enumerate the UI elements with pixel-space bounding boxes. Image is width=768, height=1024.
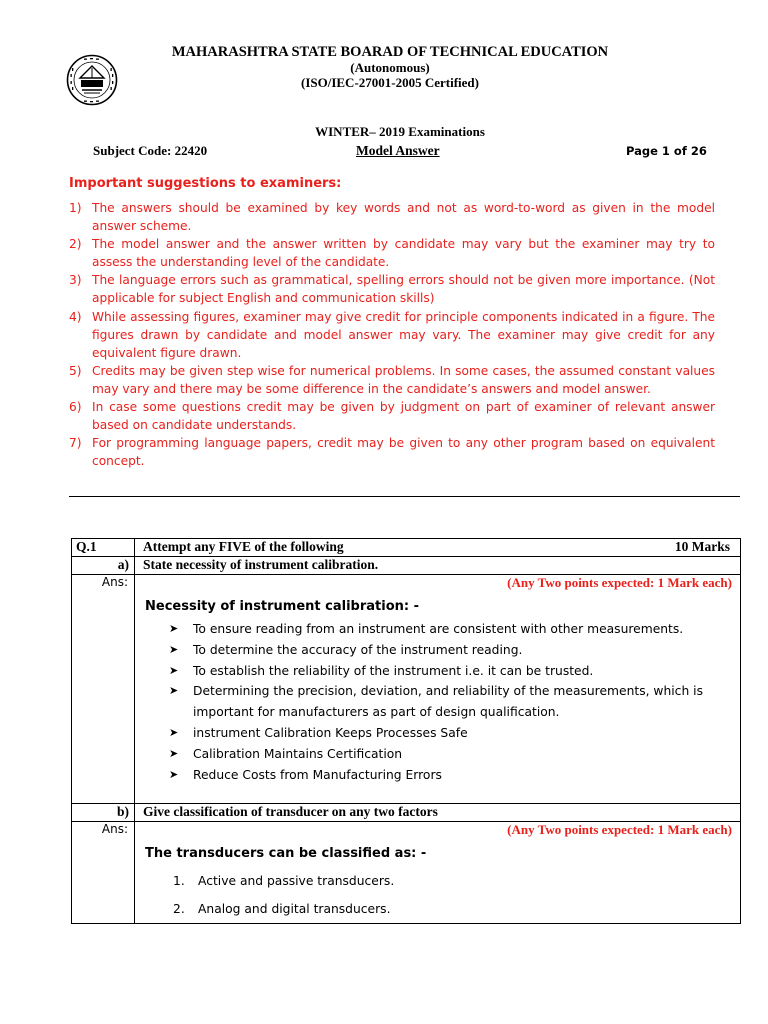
list-item xyxy=(169,619,740,640)
autonomous-label: (Autonomous) xyxy=(350,60,430,75)
question-marks: 10 Marks xyxy=(674,539,730,554)
list-item xyxy=(173,867,740,895)
part-question: State necessity of instrument calibration. xyxy=(135,557,741,575)
suggestions-list xyxy=(69,199,715,470)
question-number: Q.1 xyxy=(72,539,135,557)
answer-heading: Necessity of instrument calibration: - xyxy=(145,599,420,614)
table-row xyxy=(72,557,741,575)
section-divider xyxy=(69,496,740,497)
list-item xyxy=(169,744,740,765)
list-item xyxy=(169,765,740,786)
suggestion-text: While assessing figures, examiner may give credit for principle components indicated in a figure. The figures drawn by candidate and model answer may vary. The examiner may give credit for any equivalent figure drawn. xyxy=(92,309,715,360)
board-name: MAHARASHTRA STATE BOARAD OF TECHNICAL EDUCATION xyxy=(171,44,609,60)
list-item xyxy=(169,723,740,744)
arrowhead-bullet-icon: ➤ xyxy=(169,725,179,739)
table-row xyxy=(72,804,741,822)
part-label: a) xyxy=(72,557,135,575)
question-text: Attempt any FIVE of the following xyxy=(143,539,344,554)
suggestion-number: 1) xyxy=(69,201,82,215)
ans-label: Ans: xyxy=(72,575,135,804)
exam-title: WINTER– 2019 Examinations xyxy=(315,124,485,139)
arrowhead-bullet-icon: ➤ xyxy=(169,642,179,656)
suggestion-number: 4) xyxy=(69,309,82,324)
suggestion-text: Credits may be given step wise for numerical problems. In some cases, the assumed constant values may vary and there may be some difference in the candidate’s answers and model answer. xyxy=(92,363,715,396)
point-text: instrument Calibration Keeps Processes Safe xyxy=(193,725,468,740)
suggestion-text: In case some questions credit may be given by judgment on part of examiner of relevant answer based on candidate understands. xyxy=(92,400,715,433)
answer-heading: The transducers can be classified as: - xyxy=(145,846,427,861)
page-number: Page 1 of 26 xyxy=(626,144,707,158)
suggestion-item xyxy=(69,398,715,434)
part-label: b) xyxy=(72,804,135,822)
suggestion-item xyxy=(69,235,715,271)
point-text: Reduce Costs from Manufacturing Errors xyxy=(193,767,442,782)
ans-label: Ans: xyxy=(72,822,135,924)
suggestion-number: 7) xyxy=(69,436,82,451)
transducer-types xyxy=(135,867,740,923)
answer-points xyxy=(135,619,740,785)
model-answer-heading: Model Answer xyxy=(356,143,440,158)
suggestion-number: 2) xyxy=(69,237,82,252)
list-item xyxy=(169,681,740,723)
suggestion-number: 3) xyxy=(69,273,82,288)
suggestion-item xyxy=(69,434,715,470)
item-number: 1. xyxy=(173,874,185,888)
point-text: Calibration Maintains Certification xyxy=(193,746,403,761)
table-row xyxy=(72,539,741,557)
point-text: To determine the accuracy of the instrument reading. xyxy=(193,642,523,657)
suggestions-title: Important suggestions to examiners: xyxy=(69,176,342,191)
suggestion-item xyxy=(69,271,715,307)
item-text: Analog and digital transducers. xyxy=(198,902,391,916)
point-text: To ensure reading from an instrument are consistent with other measurements. xyxy=(193,622,684,636)
subject-code: Subject Code: 22420 xyxy=(93,143,208,158)
part-question: Give classification of transducer on any two factors xyxy=(135,804,741,822)
suggestion-item xyxy=(69,199,715,235)
answer-table xyxy=(71,538,741,924)
suggestion-text: The model answer and the answer written by candidate may vary but the examiner may try to assess the understanding level of the candidate. xyxy=(92,237,715,270)
marks-note: (Any Two points expected: 1 Mark each) xyxy=(507,575,732,590)
list-item xyxy=(169,661,740,682)
arrowhead-bullet-icon: ➤ xyxy=(169,684,179,698)
marks-note: (Any Two points expected: 1 Mark each) xyxy=(507,822,732,837)
arrowhead-bullet-icon: ➤ xyxy=(169,622,179,635)
list-item xyxy=(173,895,740,923)
suggestion-text: The answers should be examined by key words and not as word-to-word as given in the model answer scheme. xyxy=(92,201,715,234)
list-item xyxy=(169,640,740,661)
point-text: To establish the reliability of the instrument i.e. it can be trusted. xyxy=(193,663,594,678)
suggestion-item xyxy=(69,308,715,362)
item-text: Active and passive transducers. xyxy=(198,874,395,888)
arrowhead-bullet-icon: ➤ xyxy=(169,746,179,760)
arrowhead-bullet-icon: ➤ xyxy=(169,767,179,781)
answer-cell xyxy=(135,822,741,924)
table-row xyxy=(72,822,741,924)
question-instruction xyxy=(135,539,741,557)
answer-cell xyxy=(135,575,741,804)
suggestion-number: 5) xyxy=(69,363,82,378)
point-text: Determining the precision, deviation, and reliability of the measurements, which is important for manufacturers as part of design qualification. xyxy=(193,684,703,720)
iso-certification: (ISO/IEC-27001-2005 Certified) xyxy=(300,75,479,90)
item-number: 2. xyxy=(173,902,185,916)
arrowhead-bullet-icon: ➤ xyxy=(169,663,179,677)
suggestion-item xyxy=(69,362,715,398)
suggestion-text: For programming language papers, credit may be given to any other program based on equivalent concept. xyxy=(92,436,715,469)
suggestion-text: The language errors such as grammatical, spelling errors should not be given more importance. (Not applicable for subject English and communication skills) xyxy=(92,273,715,306)
suggestion-number: 6) xyxy=(69,400,82,415)
table-row xyxy=(72,575,741,804)
